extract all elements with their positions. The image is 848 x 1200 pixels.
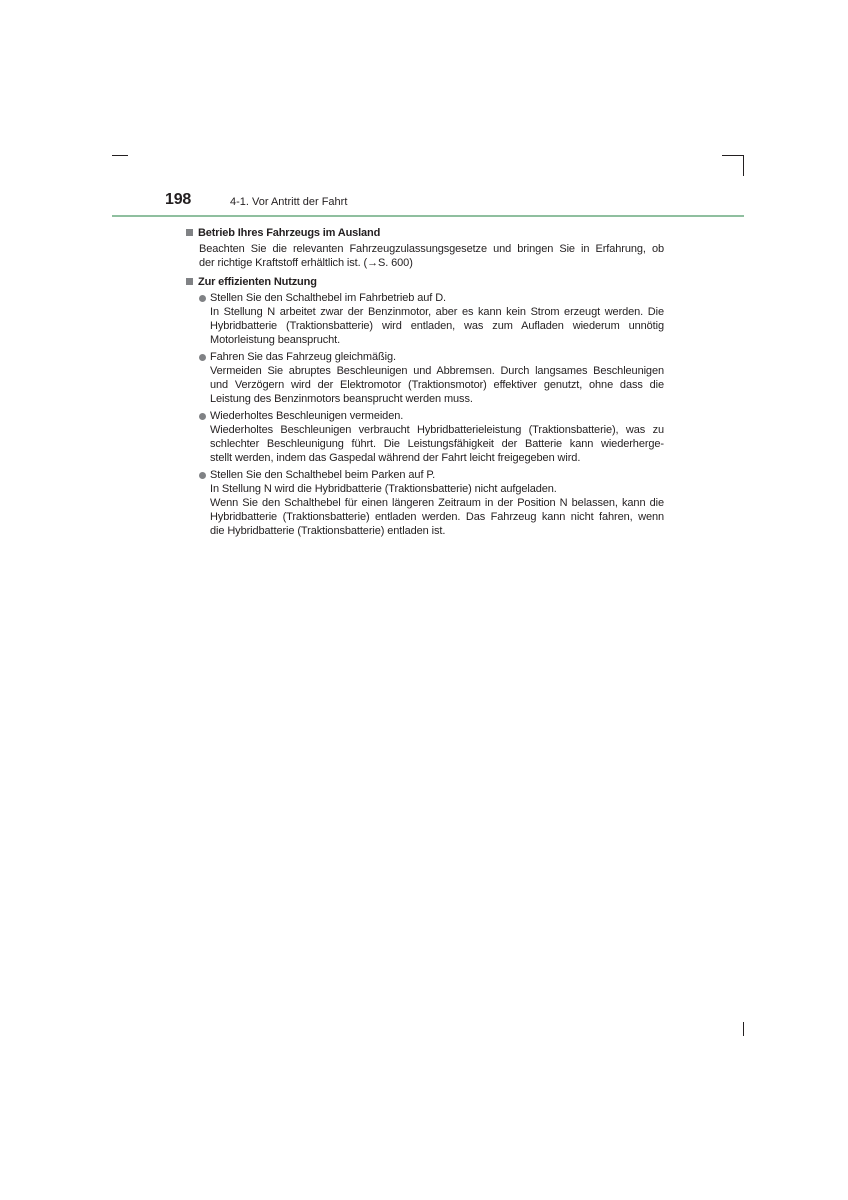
bullet-line: Motorleistung beansprucht. (210, 334, 341, 346)
crop-mark-top-right-horizontal (722, 155, 744, 156)
bullet-line: Hybridbatterie (Traktionsbatterie) entladen werden. Das Fahrzeug kann nicht fahren, wenn (210, 511, 664, 523)
bullet-list (199, 291, 664, 538)
bullet-line: schlechter Beschleunigung führt. Die Leistungsfähigkeit der Batterie kann wiederherge- (210, 438, 664, 450)
bullet-line: und Verzögern wird der Elektromotor (Traktionsmotor) effektiver genutzt, ohne dass die (210, 379, 664, 391)
bullet-line: die Hybridbatterie (Traktionsbatterie) entladen ist. (210, 525, 446, 537)
list-item (199, 291, 664, 347)
paragraph-line: Beachten Sie die relevanten Fahrzeugzulassungsgesetze und bringen Sie in Erfahrung, ob (199, 243, 664, 255)
section-paragraph (199, 242, 664, 270)
circle-bullet-icon (199, 413, 206, 420)
page-number: 198 (165, 191, 192, 208)
bullet-line: Hybridbatterie (Traktionsbatterie) wird entladen, was zum Aufladen wiederum unnötig (210, 320, 664, 332)
circle-bullet-icon (199, 472, 206, 479)
bullet-line: Wenn Sie den Schalthebel für einen längeren Zeitraum in der Position N belassen, kann die (210, 497, 664, 509)
crop-mark-top-right-vertical (743, 155, 744, 176)
bullet-line: In Stellung N arbeitet zwar der Benzinmotor, aber es kann kein Strom erzeugt werden. Die (210, 306, 664, 318)
section-title: 4-1. Vor Antritt der Fahrt (230, 196, 348, 208)
list-item (199, 409, 664, 465)
list-item (199, 350, 664, 406)
section-heading-text: Betrieb Ihres Fahrzeugs im Ausland (198, 227, 381, 239)
crop-mark-top-left (112, 155, 128, 156)
section-driving-abroad (186, 226, 664, 270)
bullet-title: Stellen Sie den Schalthebel im Fahrbetrieb auf D. (210, 292, 447, 304)
section-heading-text: Zur effizienten Nutzung (198, 276, 317, 288)
bullet-line: stellt werden, indem das Gaspedal während der Fahrt leicht freigegeben wird. (210, 452, 581, 464)
section-efficient-use (186, 275, 664, 538)
section-heading (186, 226, 664, 240)
bullet-title: Fahren Sie das Fahrzeug gleichmäßig. (210, 351, 396, 363)
page-content (186, 226, 664, 543)
circle-bullet-icon (199, 295, 206, 302)
square-bullet-icon (186, 229, 193, 236)
section-heading (186, 275, 664, 289)
bullet-line: Leistung des Benzinmotors beansprucht werden muss. (210, 393, 473, 405)
list-item (199, 468, 664, 538)
bullet-title: Stellen Sie den Schalthebel beim Parken auf P. (210, 469, 436, 481)
header-rule (112, 215, 744, 217)
bullet-line: In Stellung N wird die Hybridbatterie (Traktionsbatterie) nicht aufgeladen. (210, 483, 557, 495)
crop-mark-bottom-right (743, 1022, 744, 1036)
paragraph-line: der richtige Kraftstoff erhältlich ist. (→S. 600) (199, 257, 413, 269)
bullet-line: Vermeiden Sie abruptes Beschleunigen und Abbremsen. Durch langsames Beschleunigen (210, 365, 664, 377)
bullet-line: Wiederholtes Beschleunigen verbraucht Hybridbatterieleistung (Traktionsbatterie), was zu (210, 424, 664, 436)
bullet-title: Wiederholtes Beschleunigen vermeiden. (210, 410, 404, 422)
circle-bullet-icon (199, 354, 206, 361)
square-bullet-icon (186, 278, 193, 285)
